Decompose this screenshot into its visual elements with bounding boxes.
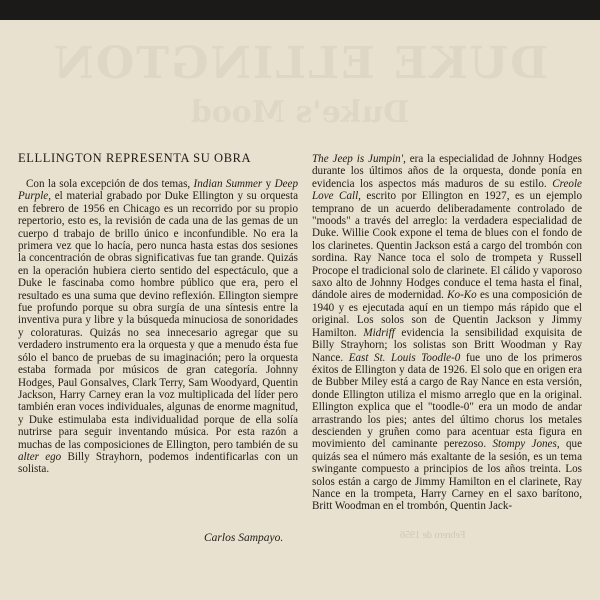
title-run: Ko-Ko: [447, 289, 477, 302]
text-run: fue uno de los primeros éxitos de Ellington y data de 1926. El solo que en origen era de Bubber Miley está a cargo de Ray Nance en esta versión, donde Ellington utiliza el mismo arreglo que en la original. Ellington explica que el "toodle-0" era un modo de andar arrastrando los pies; antes del último chorus los metales descienden y gruñen como para acentuar esta figura en movimiento del caminante perezoso.: [312, 351, 582, 451]
bleed-subtitle: Duke's Mood: [190, 95, 410, 130]
bleed-through-title: [0, 38, 600, 130]
text-run: , el material grabado por Duke Ellington y su orquesta en febrero de 1956 en Chicago es un recorrido por su propio repertorio, esto es, la revisión de cada una de las gemas de un cuerpo d trabajo de brillo único e inconfundible. No era la primera vez que lo hacía, pero nunca hasta estas dos sesiones la concentración de obras significativas fue tan grande. Quizás en la operación hubiera cierto sentido del espectáculo, que a Duke le fascinaba como hombre público que era, pero el resultado es una suma que devino reflexión. Ellington siempre fue profundo porque su obra surgía de una síntesis entre la inventiva pura y libre y la búsqueda minuciosa de sonoridades y coloraturas. Quizás no sea innecesario agregar que su verdadero instrumento era la orquesta y que a menudo ésta fue sólo el banco de pruebas de su imaginación; pero la orquesta estaba formada por músicos de gran categoría. Johnny Hodges, Paul Gonsalves, Clark Terry, Sam Woodyard, Quentin Jackson, Harry Carney eran la voz multiplicada del líder pero también eran voces individuales, algunas de enorme magnitud, y Duke estimulaba esta individualidad porque de ella solía nutrirse para seguir inventando música. Por esta razón a muchas de las composiciones de Ellington, pero también de su: [18, 190, 298, 451]
text-run: Con la sola excepción de dos temas,: [26, 178, 194, 190]
bleed-title: DUKE ELLINGTON: [51, 38, 549, 89]
title-run: Stompy Jones: [492, 438, 557, 451]
title-run: Creole Love Call: [312, 177, 582, 203]
right-column: [312, 153, 582, 513]
title-run: The Jeep is Jumpin': [312, 153, 404, 165]
left-paragraph: [18, 178, 298, 476]
title-run: Midriff: [363, 326, 395, 339]
text-run: y: [262, 178, 275, 190]
title-run: Deep Purple: [18, 178, 298, 203]
bottom-fade: [0, 588, 600, 600]
title-run: Indian Summer: [193, 178, 263, 190]
text-run: Billy Strayhorn, podemos indentificarlas con un solista.: [18, 450, 298, 476]
bleed-footer: Febrero de 1956: [400, 530, 466, 541]
top-edge-bar: [0, 0, 600, 20]
text-run: evidencia la sensibilidad exquisita de Billy Strayhorn; los solistas son Britt Woodman y Ray Nance.: [312, 326, 582, 364]
text-run: , escrito por Ellington en 1927, es un ejemplo temprano de un acuerdo deliberadamente controlado de "moods" a través del arreglo: la verdadera especialidad de Duke. Willie Cook expone el tema de blues con el fondo de los clarinetes. Quentin Jackson está a cargo del trombón con sordina. Ray Nance toca el solo de trompeta y Russell Procope el tradicional solo de clarinete. El cálido y vaporoso saxo alto de Johnny Hodges conduce el tema hasta el final, dándole aires de modernidad.: [312, 190, 582, 302]
right-paragraph: [312, 153, 582, 513]
section-heading: ELLLINGTON REPRESENTA SU OBRA: [18, 151, 252, 165]
text-run: es una composición de 1940 y es ejecutada aquí en un tiempo más rápido que el original. Los solos son de Quentin Jackson y Jimmy Hamilton.: [312, 289, 582, 339]
text-run: , que quizás sea el número más exaltante de la sesión, es un tema swingante compuesto a principios de los años treinta. Los solos están a cargo de Jimmy Hamilton en el clarinete, Ray Nance en la trompeta, Harry Carney en el saxo barítono, Britt Woodman en el trombón, Quentin Jack-: [312, 438, 582, 513]
title-run: East St. Louis Toodle-0: [348, 351, 461, 364]
text-run: , era la especialidad de Johnny Hodges durante los últimos años de la orquesta, donde ponía en evidencia los aspectos más maduros de su estilo.: [312, 153, 582, 190]
author-signature: Carlos Sampayo.: [204, 532, 284, 544]
left-column: [18, 178, 298, 476]
title-run: alter ego: [18, 450, 62, 463]
